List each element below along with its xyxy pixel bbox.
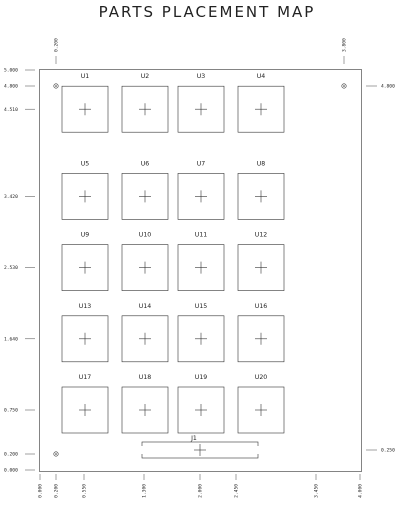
component-label: U2 (140, 73, 150, 81)
component-u13 (62, 303, 108, 362)
component-label: U19 (194, 374, 208, 381)
y-dim-label: 3.420 (4, 195, 18, 200)
board-outline (40, 70, 362, 472)
component-u1 (62, 73, 108, 132)
mounting-hole-center (55, 85, 57, 87)
y-dim-label-right: 0.250 (381, 448, 395, 454)
component-u15 (178, 303, 224, 362)
component-u3 (178, 73, 224, 132)
component-label: U6 (140, 160, 150, 168)
component-label: U17 (78, 374, 92, 381)
component-u2 (122, 73, 168, 132)
connector-j1-group (141, 435, 259, 458)
mounting-hole-center (55, 453, 57, 455)
component-u14 (122, 303, 168, 362)
y-dim-label: 1.640 (4, 337, 18, 343)
mounting-hole-center (343, 85, 345, 87)
component-label: U10 (138, 231, 152, 239)
x-dim-label: 0.000 (38, 484, 44, 498)
x-dim-label-top: 3.800 (342, 38, 348, 52)
x-dim-label: 0.550 (82, 484, 88, 498)
y-dim-label: 0.000 (4, 468, 18, 474)
x-dim-label: 4.000 (358, 484, 364, 498)
component-grid (62, 73, 284, 433)
component-u7 (178, 160, 224, 219)
y-dim-label: 2.530 (4, 266, 18, 272)
x-dim-label-top: 0.200 (54, 38, 60, 52)
component-u18 (122, 374, 168, 433)
component-label: U5 (80, 160, 90, 168)
drawing-title: PARTS PLACEMENT MAP (98, 3, 316, 21)
component-u19 (178, 374, 224, 433)
x-dim-label: 0.200 (54, 484, 60, 498)
component-label: U9 (80, 231, 90, 239)
component-label: U15 (194, 302, 208, 310)
component-label: U8 (256, 160, 266, 168)
component-label: U18 (138, 374, 152, 381)
component-u12 (238, 232, 284, 291)
component-u16 (238, 303, 284, 362)
x-dim-label: 2.450 (234, 484, 240, 498)
y-dim-label-right: 4.800 (381, 84, 395, 90)
component-u8 (238, 160, 284, 219)
y-dim-label: 4.510 (4, 107, 18, 113)
component-label: U16 (254, 302, 268, 310)
y-dim-label: 0.750 (4, 408, 18, 414)
component-label: U1 (80, 73, 90, 81)
x-dim-label: 3.450 (314, 484, 320, 498)
component-u11 (178, 232, 224, 291)
component-u6 (122, 160, 168, 219)
component-label: U12 (254, 231, 268, 239)
component-label: U11 (194, 231, 208, 239)
component-label: U14 (138, 302, 152, 310)
connector-label: J1 (191, 435, 197, 442)
component-label: U13 (78, 302, 92, 310)
mounting-holes (54, 84, 346, 456)
component-u20 (238, 374, 284, 433)
component-label: U20 (254, 374, 268, 381)
component-u4 (238, 73, 284, 132)
component-u9 (62, 232, 108, 291)
component-label: U3 (196, 73, 206, 81)
x-dim-label: 1.300 (142, 484, 148, 498)
component-label: U7 (196, 160, 206, 168)
y-dim-label: 0.200 (4, 452, 18, 458)
x-dim-label: 2.000 (198, 484, 204, 498)
y-dim-label: 4.800 (4, 84, 18, 90)
component-label: U4 (256, 73, 266, 81)
component-u17 (62, 374, 108, 433)
y-dim-label: 5.000 (4, 68, 18, 74)
component-u5 (62, 160, 108, 219)
component-u10 (122, 232, 168, 291)
